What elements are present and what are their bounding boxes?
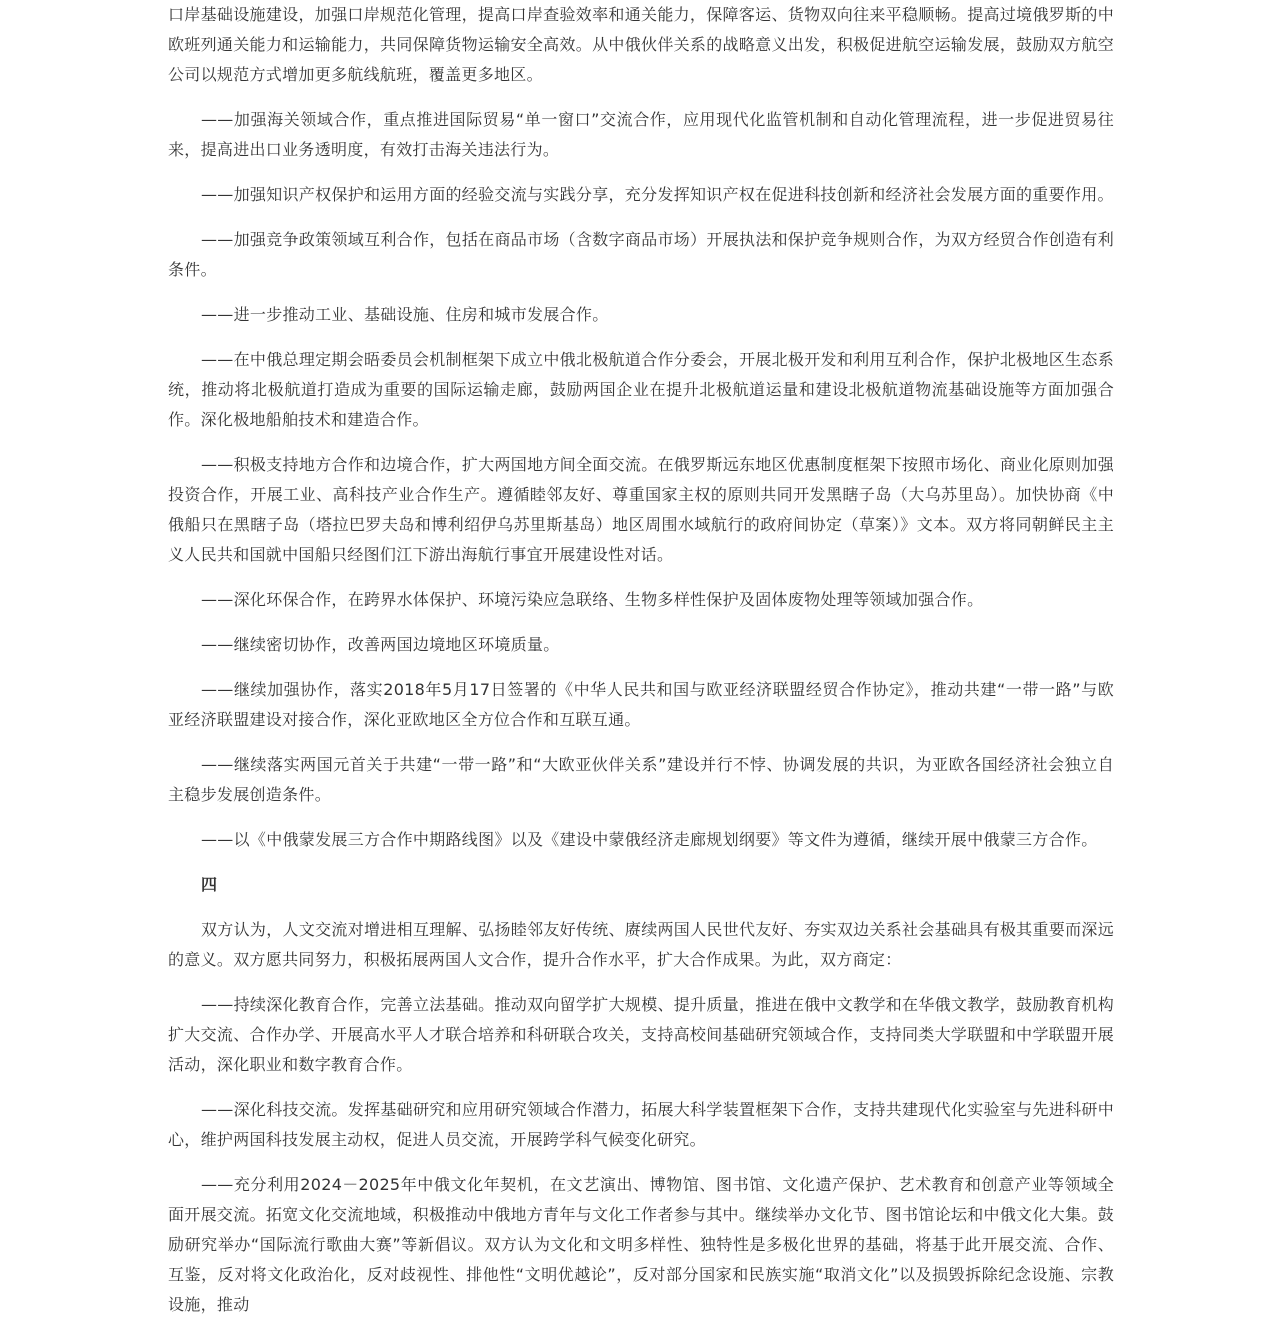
article-paragraph: ——深化环保合作，在跨界水体保护、环境污染应急联络、生物多样性保护及固体废物处理等领域加强合作。 <box>201 590 984 609</box>
article-paragraph: 口岸基础设施建设，加强口岸规范化管理，提高口岸查验效率和通关能力，保障客运、货物双向往来平稳顺畅。提高过境俄罗斯的中欧班列通关能力和运输能力，共同保障货物运输安全高效。从中俄伙伴关系的战略意义出发，积极促进航空运输发展，鼓励双方航空公司以规范方式增加更多航线航班，覆盖更多地区。 <box>168 5 1114 84</box>
article-paragraph: ——持续深化教育合作，完善立法基础。推动双向留学扩大规模、提升质量，推进在俄中文教学和在华俄文教学，鼓励教育机构扩大交流、合作办学、开展高水平人才联合培养和科研联合攻关，支持高校间基础研究领域合作，支持同类大学联盟和中学联盟开展活动，深化职业和数字教育合作。 <box>168 995 1114 1074</box>
article-paragraph: ——充分利用2024－2025年中俄文化年契机，在文艺演出、博物馆、图书馆、文化遗产保护、艺术教育和创意产业等领域全面开展交流。拓宽文化交流地域，积极推动中俄地方青年与文化工作者参与其中。继续举办文化节、图书馆论坛和中俄文化大集。鼓励研究举办“国际流行歌曲大赛”等新倡议。双方认为文化和文明多样性、独特性是多极化世界的基础，将基于此开展交流、合作、互鉴，反对将文化政治化，反对歧视性、排他性“文明优越论”，反对部分国家和民族实施“取消文化”以及损毁拆除纪念设施、宗教设施，推动 <box>168 1175 1114 1314</box>
section-heading: 四 <box>201 875 218 894</box>
article-body <box>168 0 1114 1335</box>
article-paragraph: 双方认为，人文交流对增进相互理解、弘扬睦邻友好传统、赓续两国人民世代友好、夯实双边关系社会基础具有极其重要而深远的意义。双方愿共同努力，积极拓展两国人文合作，提升合作水平，扩大合作成果。为此，双方商定： <box>168 920 1114 969</box>
article-paragraph: ——加强海关领域合作，重点推进国际贸易“单一窗口”交流合作，应用现代化监管机制和自动化管理流程，进一步促进贸易往来，提高进出口业务透明度，有效打击海关违法行为。 <box>168 110 1114 159</box>
article-paragraph: ——在中俄总理定期会晤委员会机制框架下成立中俄北极航道合作分委会，开展北极开发和利用互利合作，保护北极地区生态系统，推动将北极航道打造成为重要的国际运输走廊，鼓励两国企业在提升北极航道运量和建设北极航道物流基础设施等方面加强合作。深化极地船舶技术和建造合作。 <box>168 350 1114 429</box>
article-paragraph: ——加强知识产权保护和运用方面的经验交流与实践分享，充分发挥知识产权在促进科技创新和经济社会发展方面的重要作用。 <box>201 185 1114 204</box>
article-paragraph: ——进一步推动工业、基础设施、住房和城市发展合作。 <box>201 305 609 324</box>
article-paragraph: ——继续密切协作，改善两国边境地区环境质量。 <box>201 635 560 654</box>
article-paragraph: ——加强竞争政策领域互利合作，包括在商品市场（含数字商品市场）开展执法和保护竞争规则合作，为双方经贸合作创造有利条件。 <box>168 230 1114 279</box>
article-paragraph: ——积极支持地方合作和边境合作，扩大两国地方间全面交流。在俄罗斯远东地区优惠制度框架下按照市场化、商业化原则加强投资合作，开展工业、高科技产业合作生产。遵循睦邻友好、尊重国家主权的原则共同开发黑瞎子岛（大乌苏里岛）。加快协商《中俄船只在黑瞎子岛（塔拉巴罗夫岛和博利绍伊乌苏里斯基岛）地区周围水域航行的政府间协定（草案）》文本。双方将同朝鲜民主主义人民共和国就中国船只经图们江下游出海航行事宜开展建设性对话。 <box>168 455 1114 564</box>
article-paragraph: ——以《中俄蒙发展三方合作中期路线图》以及《建设中蒙俄经济走廊规划纲要》等文件为遵循，继续开展中俄蒙三方合作。 <box>201 830 1098 849</box>
article-paragraph: ——深化科技交流。发挥基础研究和应用研究领域合作潜力，拓展大科学装置框架下合作，支持共建现代化实验室与先进科研中心，维护两国科技发展主动权，促进人员交流，开展跨学科气候变化研究。 <box>168 1100 1114 1149</box>
article-paragraph: ——继续落实两国元首关于共建“一带一路”和“大欧亚伙伴关系”建设并行不悖、协调发展的共识，为亚欧各国经济社会独立自主稳步发展创造条件。 <box>168 755 1114 804</box>
article-paragraph: ——继续加强协作，落实2018年5月17日签署的《中华人民共和国与欧亚经济联盟经贸合作协定》，推动共建“一带一路”与欧亚经济联盟建设对接合作，深化亚欧地区全方位合作和互联互通。 <box>168 680 1114 729</box>
